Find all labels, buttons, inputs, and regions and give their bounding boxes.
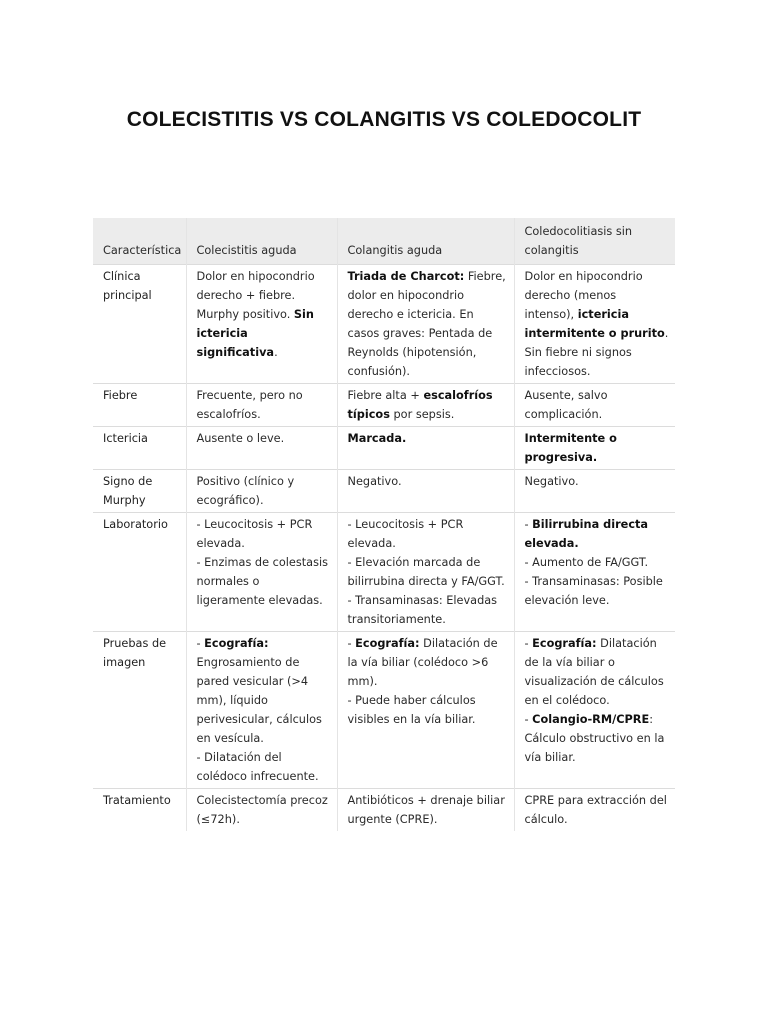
cell-colangitis	[337, 427, 514, 470]
bold-text: Triada de Charcot:	[347, 270, 465, 283]
bold-text: escalofríos típicos	[347, 389, 493, 421]
bold-text: Ecografía:	[204, 637, 269, 650]
cell-text: Antibióticos + drenaje biliar urgente (CPRE).	[347, 794, 505, 826]
cell-text: -	[524, 637, 533, 650]
table-header-row	[93, 218, 675, 265]
table-row	[93, 789, 675, 832]
cell-colangitis	[337, 384, 514, 427]
table-row	[93, 384, 675, 427]
row-feature-label: Signo de Murphy	[93, 470, 186, 513]
cell-text: Dolor en hipocondrio derecho (menos intenso),	[524, 270, 643, 321]
cell-text: . Sin fiebre ni signos infecciosos.	[524, 327, 669, 378]
cell-colecistitis	[186, 470, 337, 513]
cell-text: Ausente o leve.	[196, 432, 285, 445]
cell-text: Colecistectomía precoz (≤72h).	[196, 794, 328, 826]
cell-text: -	[524, 518, 533, 531]
cell-text: Engrosamiento de pared vesicular (>4 mm), líquido perivesicular, cálculos en vesícula.	[196, 656, 322, 745]
cell-coledocolitiasis	[514, 632, 675, 789]
row-feature-label: Ictericia	[93, 427, 186, 470]
bold-text: Colangio-RM/CPRE	[532, 713, 650, 726]
table-row	[93, 427, 675, 470]
cell-colangitis	[337, 470, 514, 513]
comparison-table	[93, 218, 675, 831]
cell-text: - Transaminasas: Elevadas transitoriamente.	[347, 594, 498, 626]
cell-text: Fiebre, dolor en hipocondrio derecho e ictericia. En casos graves: Pentada de Reynolds (hipotensión, confusión).	[347, 270, 506, 378]
cell-text: Ausente, salvo complicación.	[524, 389, 608, 421]
cell-text: -	[196, 637, 205, 650]
bold-text: Sin ictericia significativa	[196, 308, 314, 359]
header-colangitis: Colangitis aguda	[337, 218, 514, 265]
cell-text: - Transaminasas: Posible elevación leve.	[524, 575, 663, 607]
cell-coledocolitiasis	[514, 427, 675, 470]
bold-text: Marcada.	[347, 432, 407, 445]
cell-text: - Enzimas de colestasis normales o ligeramente elevadas.	[196, 556, 329, 607]
cell-text: Frecuente, pero no escalofríos.	[196, 389, 303, 421]
cell-text: Dolor en hipocondrio derecho + fiebre. Murphy positivo.	[196, 270, 315, 321]
table-body	[93, 265, 675, 832]
page-title: COLECISTITIS VS COLANGITIS VS COLEDOCOLIT	[126, 108, 642, 131]
table-row	[93, 632, 675, 789]
header-feature: Característica	[93, 218, 186, 265]
header-colecistitis: Colecistitis aguda	[186, 218, 337, 265]
cell-colecistitis	[186, 632, 337, 789]
cell-text: Negativo.	[347, 475, 402, 488]
cell-coledocolitiasis	[514, 470, 675, 513]
cell-colangitis	[337, 789, 514, 832]
row-feature-label: Tratamiento	[93, 789, 186, 832]
cell-text: - Elevación marcada de bilirrubina directa y FA/GGT.	[347, 556, 505, 588]
cell-text: -	[347, 637, 356, 650]
cell-colecistitis	[186, 384, 337, 427]
cell-coledocolitiasis	[514, 513, 675, 632]
table-row	[93, 513, 675, 632]
cell-text: - Dilatación del colédoco infrecuente.	[196, 751, 319, 783]
header-coledocolitiasis: Coledocolitiasis sin colangitis	[514, 218, 675, 265]
cell-colecistitis	[186, 513, 337, 632]
cell-text: Fiebre alta +	[347, 389, 424, 402]
row-feature-label: Pruebas de imagen	[93, 632, 186, 789]
cell-colangitis	[337, 265, 514, 384]
cell-text: Positivo (clínico y ecográfico).	[196, 475, 295, 507]
cell-colecistitis	[186, 789, 337, 832]
bold-text: Ecografía:	[532, 637, 597, 650]
cell-text: - Leucocitosis + PCR elevada.	[347, 518, 464, 550]
bold-text: Intermitente o progresiva.	[524, 432, 617, 464]
bold-text: Bilirrubina directa elevada.	[524, 518, 649, 550]
cell-text: -	[524, 713, 533, 726]
comparison-table-container	[93, 218, 675, 831]
bold-text: ictericia intermitente o prurito	[524, 308, 665, 340]
cell-text: Dilatación de la vía biliar o visualización de cálculos en el colédoco.	[524, 637, 664, 707]
cell-coledocolitiasis	[514, 265, 675, 384]
cell-text: - Aumento de FA/GGT.	[524, 556, 649, 569]
cell-coledocolitiasis	[514, 384, 675, 427]
cell-colecistitis	[186, 427, 337, 470]
cell-text: - Puede haber cálculos visibles en la vía biliar.	[347, 694, 476, 726]
cell-coledocolitiasis	[514, 789, 675, 832]
bold-text: Ecografía:	[355, 637, 420, 650]
cell-colangitis	[337, 632, 514, 789]
cell-text: : Cálculo obstructivo en la vía biliar.	[524, 713, 665, 764]
row-feature-label: Fiebre	[93, 384, 186, 427]
cell-text: CPRE para extracción del cálculo.	[524, 794, 667, 826]
row-feature-label: Clínica principal	[93, 265, 186, 384]
cell-text: Negativo.	[524, 475, 579, 488]
cell-colangitis	[337, 513, 514, 632]
table-row	[93, 265, 675, 384]
cell-text: Dilatación de la vía biliar (colédoco >6 mm).	[347, 637, 498, 688]
cell-text: - Leucocitosis + PCR elevada.	[196, 518, 313, 550]
row-feature-label: Laboratorio	[93, 513, 186, 632]
cell-text: por sepsis.	[389, 408, 455, 421]
cell-text: .	[274, 346, 278, 359]
cell-colecistitis	[186, 265, 337, 384]
table-row	[93, 470, 675, 513]
